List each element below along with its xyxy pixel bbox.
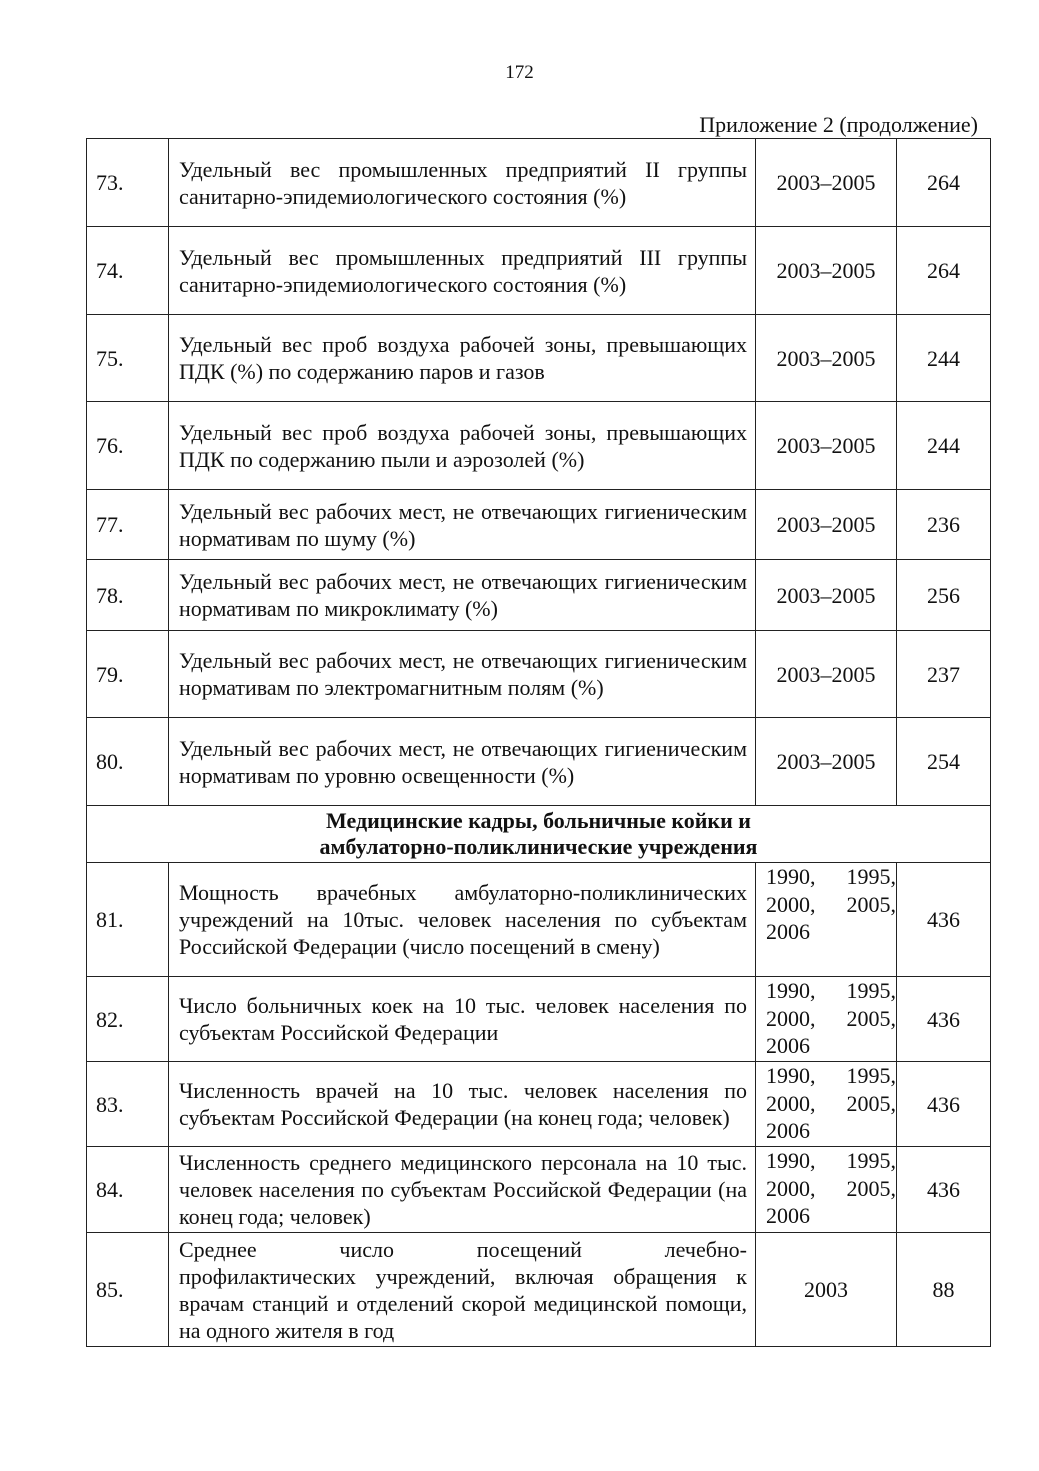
row-page: 256 <box>897 560 991 631</box>
row-description <box>169 1233 756 1347</box>
period-line: 2006 <box>766 1033 810 1058</box>
table-row <box>87 139 991 227</box>
row-period: 2003–2005 <box>756 490 897 560</box>
row-page: 254 <box>897 718 991 806</box>
row-period <box>756 1147 897 1233</box>
row-page: 264 <box>897 139 991 227</box>
row-period: 2003–2005 <box>756 227 897 315</box>
table-row <box>87 1062 991 1147</box>
row-number: 83. <box>87 1062 169 1147</box>
section-title-line2: амбулаторно-поликлинические учреждения <box>319 834 758 859</box>
period-line: 2000, 2005, <box>766 1175 896 1201</box>
row-description: Удельный вес промышленных предприятий III группы санитарно-эпидемиологического состояния (%) <box>169 227 756 315</box>
row-page: 236 <box>897 490 991 560</box>
section-heading-row <box>87 806 991 863</box>
table-row <box>87 977 991 1062</box>
period-line: 1990, 1995, <box>766 1063 896 1088</box>
table-row <box>87 490 991 560</box>
row-number: 74. <box>87 227 169 315</box>
row-description: Удельный вес проб воздуха рабочей зоны, превышающих ПДК (%) по содержанию паров и газов <box>169 315 756 402</box>
row-page: 436 <box>897 1062 991 1147</box>
row-period: 2003–2005 <box>756 402 897 490</box>
row-description: Удельный вес промышленных предприятий II группы санитарно-эпидемиологического состояния (%) <box>169 139 756 227</box>
row-description: Удельный вес рабочих мест, не отвечающих гигиеническим нормативам по шуму (%) <box>169 490 756 560</box>
row-description: Удельный вес рабочих мест, не отвечающих гигиеническим нормативам по электромагнитным полям (%) <box>169 631 756 718</box>
indicators-table <box>86 138 991 1347</box>
period-line: 1990, 1995, <box>766 864 896 889</box>
row-period: 2003–2005 <box>756 560 897 631</box>
period-line: 2006 <box>766 1203 810 1228</box>
row-page: 244 <box>897 315 991 402</box>
row-page: 244 <box>897 402 991 490</box>
row-number: 76. <box>87 402 169 490</box>
table-row <box>87 560 991 631</box>
row-number: 75. <box>87 315 169 402</box>
row-description: Удельный вес проб воздуха рабочей зоны, превышающих ПДК по содержанию пыли и аэрозолей (%) <box>169 402 756 490</box>
row-period: 2003 <box>756 1233 897 1347</box>
period-line: 2000, 2005, <box>766 1090 896 1116</box>
appendix-label: Приложение 2 (продолжение) <box>699 112 978 137</box>
row-number: 80. <box>87 718 169 806</box>
row-period <box>756 1062 897 1147</box>
row-description: Число больничных коек на 10 тыс. человек населения по субъектам Российской Федерации <box>169 977 756 1062</box>
table-row <box>87 402 991 490</box>
row-number: 81. <box>87 863 169 977</box>
row-page: 436 <box>897 977 991 1062</box>
row-description-line1: Среднее число посещений лечебно- <box>179 1236 747 1262</box>
period-line: 1990, 1995, <box>766 1148 896 1173</box>
row-period: 2003–2005 <box>756 631 897 718</box>
row-number: 77. <box>87 490 169 560</box>
period-line: 2006 <box>766 919 810 944</box>
row-number: 84. <box>87 1147 169 1233</box>
row-period: 2003–2005 <box>756 315 897 402</box>
table-row <box>87 631 991 718</box>
table-row <box>87 718 991 806</box>
section-title-line1: Медицинские кадры, больничные койки и <box>326 808 751 833</box>
row-number: 78. <box>87 560 169 631</box>
row-period: 2003–2005 <box>756 718 897 806</box>
row-page: 436 <box>897 1147 991 1233</box>
table-row <box>87 863 991 977</box>
row-period <box>756 863 897 977</box>
page-number: 172 <box>505 62 534 83</box>
row-description-rest: профилактических учреждений, включая обращения к врачам станций и отделений скорой медицинской помощи, на одного жителя в год <box>179 1263 747 1343</box>
row-page: 436 <box>897 863 991 977</box>
row-number: 79. <box>87 631 169 718</box>
period-line: 2000, 2005, <box>766 891 896 917</box>
period-line: 2000, 2005, <box>766 1005 896 1031</box>
row-period: 2003–2005 <box>756 139 897 227</box>
table-row <box>87 315 991 402</box>
table-row <box>87 227 991 315</box>
table-row <box>87 1147 991 1233</box>
row-period <box>756 977 897 1062</box>
row-page: 237 <box>897 631 991 718</box>
row-description: Удельный вес рабочих мест, не отвечающих гигиеническим нормативам по микроклимату (%) <box>169 560 756 631</box>
row-number: 73. <box>87 139 169 227</box>
row-number: 85. <box>87 1233 169 1347</box>
row-description: Удельный вес рабочих мест, не отвечающих гигиеническим нормативам по уровню освещенности (%) <box>169 718 756 806</box>
section-heading <box>87 806 991 863</box>
table-row <box>87 1233 991 1347</box>
row-description: Мощность врачебных амбулаторно-поликлинических учреждений на 10тыс. человек населения по субъектам Российской Федерации (число посещений в смену) <box>169 863 756 977</box>
row-description: Численность среднего медицинского персонала на 10 тыс. человек населения по субъектам Российской Федерации (на конец года; человек) <box>169 1147 756 1233</box>
period-line: 1990, 1995, <box>766 978 896 1003</box>
period-line: 2006 <box>766 1118 810 1143</box>
row-number: 82. <box>87 977 169 1062</box>
row-page: 264 <box>897 227 991 315</box>
row-page: 88 <box>897 1233 991 1347</box>
row-description: Численность врачей на 10 тыс. человек населения по субъектам Российской Федерации (на конец года; человек) <box>169 1062 756 1147</box>
